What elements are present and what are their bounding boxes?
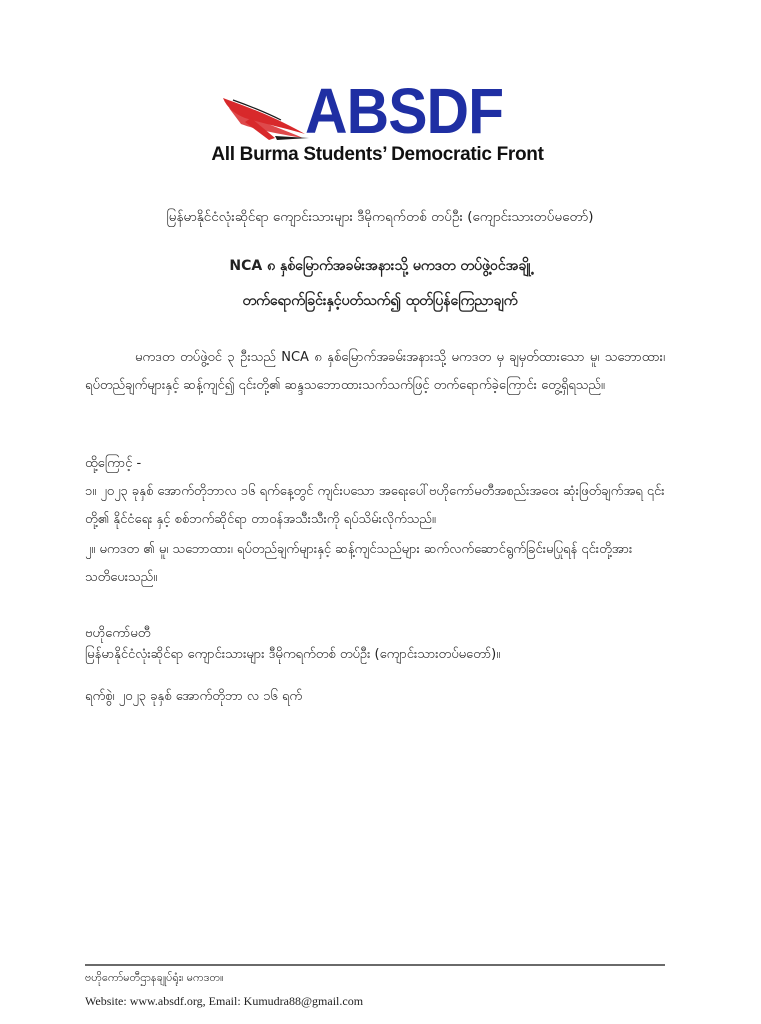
footer-contact: Website: www.absdf.org, Email: Kumudra88@gmail.com — [85, 994, 364, 1008]
organization-name: မြန်မာနိုင်ငံလုံးဆိုင်ရာ ကျောင်းသားများ ဒီမိုကရက်တစ် တပ်ဦး (ကျောင်းသားတပ်မတော်) — [166, 209, 594, 225]
footer-office: ဗဟိုကော်မတီဌာနချုပ်ရုံး၊ မကဒတ။ — [85, 971, 224, 984]
absdf-logo — [205, 75, 550, 170]
signatory-organization: မြန်မာနိုင်ငံလုံးဆိုင်ရာ ကျောင်းသားများ ဒီမိုကရက်တစ် တပ်ဦး (ကျောင်းသားတပ်မတော်)။ — [85, 647, 501, 662]
footer-divider — [85, 964, 665, 966]
logo-subtitle: All Burma Students’ Democratic Front — [211, 144, 544, 165]
decision-item-2: ၂။ မကဒတ ၏ မူ၊ သဘောထား၊ ရပ်တည်ချက်များနှင့် ဆန့်ကျင်သည်များ ဆက်လက်ဆောင်ရွက်ခြင်းမပြုရန် ၎င်းတို့အား သတိပေးသည်။ — [85, 542, 633, 585]
bird-emblem-icon — [205, 78, 315, 148]
logo-wordmark: ABSDF — [305, 75, 504, 147]
decision-item-1: ၁။ ၂၀၂၃ ခုနှစ် အောက်တိုဘာလ ၁၆ ရက်နေ့တွင် ကျင်းပသော အရေးပေါ်ဗဟိုကော်မတီအစည်းအဝေး ဆုံးဖြတ်ချက်အရ ၎င်းတို့၏ နိုင်ငံရေး နှင့် စစ်ဘက်ဆိုင်ရာ တာဝန်အသီးသီးကို ရပ်သိမ်းလိုက်သည်။ — [85, 484, 665, 527]
statement-paragraph: မကဒတ တပ်ဖွဲ့ဝင် ၃ ဦးသည် NCA ၈ နှစ်မြောက်အခမ်းအနားသို့ မကဒတ မှ ချမှတ်ထားသော မူ၊ သဘောထား၊ ရပ်တည်ချက်များနှင့် ဆန့်ကျင်၍ ၎င်းတို့၏ ဆန္ဒသဘောထားသက်သက်ဖြင့် တက်ရောက်ခဲ့ကြောင်း တွေ့ရှိရသည်။ — [85, 350, 665, 393]
signatory-committee: ဗဟိုကော်မတီ — [85, 626, 151, 641]
statement-title-line-1: NCA ၈ နှစ်မြောက်အခမ်းအနားသို့ မကဒတ တပ်ဖွဲ့ဝင်အချို့ — [229, 258, 531, 274]
statement-title-line-2: တက်ရောက်ခြင်းနှင့်ပတ်သက်၍ ထုတ်ပြန်ကြေညာချက် — [242, 293, 518, 309]
statement-date: ရက်စွဲ၊ ၂၀၂၃ ခုနှစ် အောက်တိုဘာ လ ၁၆ ရက် — [85, 689, 303, 704]
therefore-heading: ထို့ကြောင့် - — [85, 456, 142, 471]
